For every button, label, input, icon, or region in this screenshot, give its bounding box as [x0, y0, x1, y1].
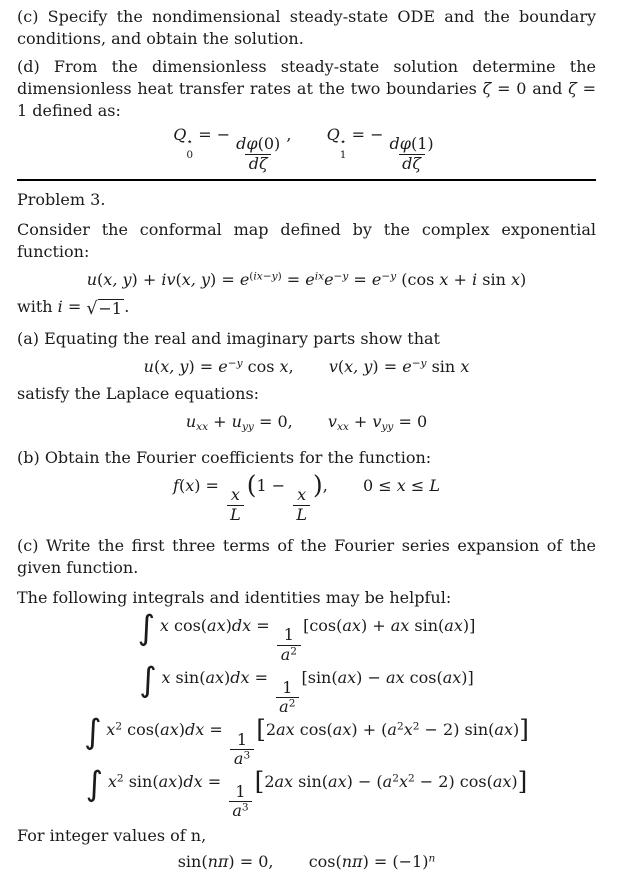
integral-sign: ∫: [137, 608, 156, 648]
equation-laplace: uxx + uyy = 0, vxx + vyy = 0: [185, 412, 428, 434]
task-item-c: (c) Specify the nondimensional steady-state ODE and the boundary conditions, and obtain the solution.: [17, 7, 596, 48]
integral-sign: ∫: [84, 712, 102, 752]
equation-real-imaginary-parts: u(x, $y) = e^{-y}$ cos x, v(x, $y) = e^{-y}$ sin x: [143, 357, 470, 377]
note-imaginary-unit: with i = √ −1 .: [17, 297, 130, 319]
text-integer-values: For integer values of n,: [17, 826, 207, 846]
task-item-c2: (c) Write the first three terms of the Fourier series expansion of the given function.: [17, 536, 596, 578]
integral-sign: ∫: [85, 764, 104, 804]
sqrt-sign: √: [86, 298, 98, 319]
task-item-a: (a) Equating the real and imaginary parts show that: [17, 329, 440, 349]
task-item-d: (d) From the dimensionless steady-state solution determine the dimensionless heat transfer rates at the two boundaries ζ = 0 and ζ = 1 defined as:: [17, 57, 596, 120]
equation-integral-x-cos: ∫ x cos(ax)dx = $\frac{1}{a^2}$ [cos(ax) + ax sin(ax)]: [137, 608, 476, 665]
problem-3-heading: Problem 3.: [17, 190, 106, 210]
equation-integral-x-sin: ∫ x sin(ax)dx = $\frac{1}{a^2}$ [sin(ax) − ax cos(ax)]: [139, 660, 474, 717]
task-item-b: (b) Obtain the Fourier coefficients for the function:: [17, 448, 432, 468]
equation-heat-flux-definitions: Q ⋆ 0 = − $\frac{d\varphi(0)}{d\zeta}$ , Q ⋆ 1 = − $\frac{d\varphi(1)}{d\zeta}$: [173, 125, 434, 174]
intro-conformal-map: Consider the conformal map defined by the complex exponential function:: [17, 220, 596, 262]
equation-integral-x2-sin: ∫ $x^2$ sin(ax)dx = $\frac{1}{a^3}$ [2ax $\sin(ax) - (a^2x^2 - 2)$ cos(ax)]: [85, 764, 528, 821]
integral-sign: ∫: [139, 660, 157, 700]
equation-integral-x2-cos: ∫ $x^2$ cos(ax)dx = $\frac{1}{a^3}$ [2ax $\cos(ax) + (a^2x^2 - 2)$ sin(ax)]: [84, 712, 529, 769]
equation-trig-identities: sin(nπ) = 0, $\cos(n\pi) = (-1)^n$: [177, 852, 436, 872]
equation-fourier-function: f(x) = $\frac{x}{L}$ (1 − $\frac{x}{L}$ ), 0 ≤ x ≤ L: [173, 470, 440, 525]
equation-complex-exponential: u(x, y) + iv(x, $y) = e^{(ix-y)} = e^{ix}e^{-y} = e^{-y}$ (cos x + i sin x): [86, 270, 527, 290]
text-helpful-integrals: The following integrals and identities may be helpful:: [17, 588, 452, 608]
text-satisfy-laplace: satisfy the Laplace equations:: [17, 384, 260, 404]
section-divider: [17, 179, 596, 181]
